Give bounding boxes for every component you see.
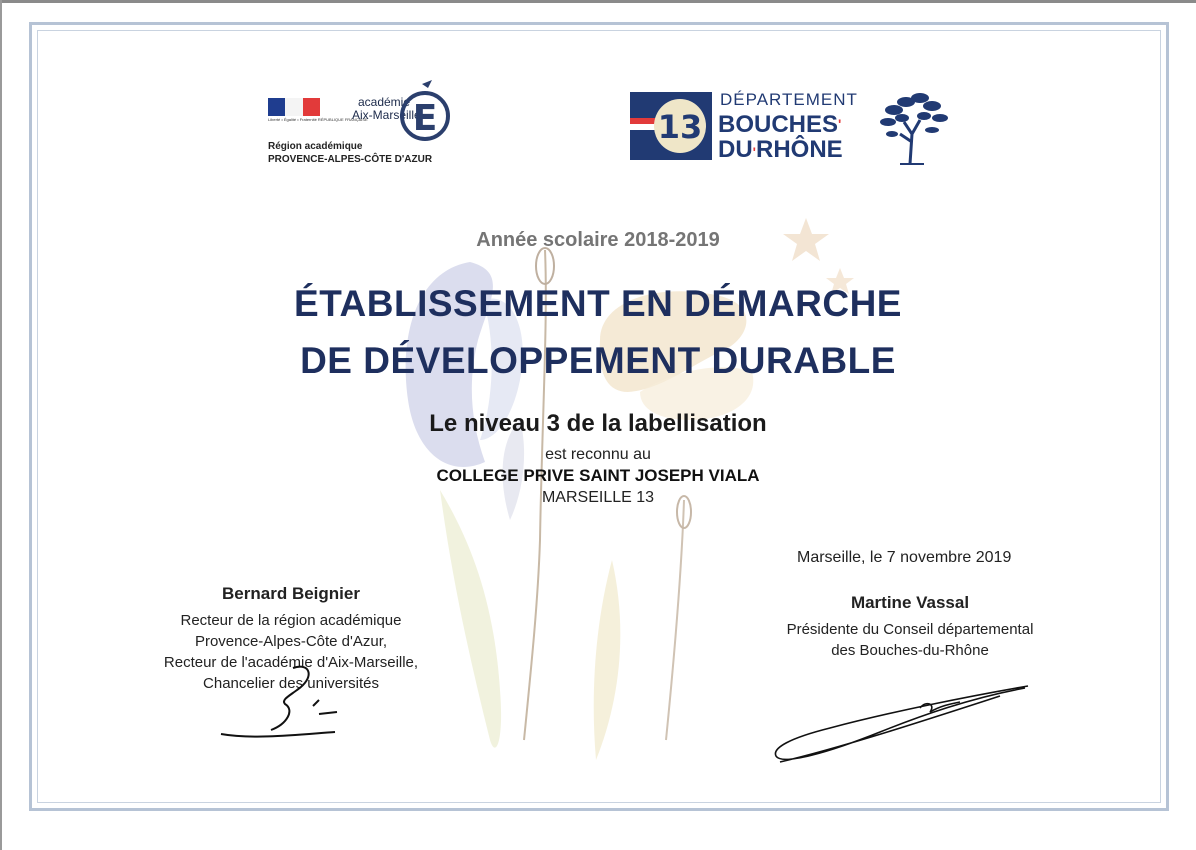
republique-caption: Liberté • Égalité • Fraternité RÉPUBLIQUE FRANÇAISE <box>268 117 368 122</box>
departement-bouches-du-rhone-logo <box>630 88 960 168</box>
signatory-left-title-2: Provence-Alpes-Côte d'Azur, <box>194 633 388 650</box>
signatory-right-title-1: Présidente du Conseil départemental <box>786 621 1034 638</box>
departement-name: BOUCHES' DU'RHÔNE <box>718 111 843 163</box>
marianne-flag-icon <box>268 98 320 116</box>
signature-right <box>770 682 1035 777</box>
signatory-right <box>760 593 1060 661</box>
departement-label: DÉPARTEMENT <box>720 90 858 109</box>
label-level: Le niveau 3 de la labellisation <box>429 410 767 437</box>
signatory-right-title-2: des Bouches-du-Rhône <box>831 642 989 659</box>
school-year: Année scolaire 2018-2019 <box>476 229 720 251</box>
signatory-left-name: Bernard Beignier <box>222 584 360 603</box>
school-name: COLLEGE PRIVE SAINT JOSEPH VIALA <box>436 466 760 485</box>
svg-text:13: 13 <box>657 108 703 146</box>
region-academique: Région académique PROVENCE-ALPES-CÔTE D'AZUR <box>268 141 433 165</box>
signatory-left-title-1: Recteur de la région académique <box>180 612 402 629</box>
olive-tree-icon <box>874 88 954 166</box>
recognized-text: est reconnu au <box>545 446 651 463</box>
academie-aix-marseille-logo <box>268 80 468 170</box>
signatory-left-title-4: Chancelier des universités <box>203 675 379 692</box>
certificate-title-line2: DE DÉVELOPPEMENT DURABLE <box>300 340 896 381</box>
certificate-title-line1: ÉTABLISSEMENT EN DÉMARCHE <box>294 283 902 324</box>
departement-13-icon <box>630 92 712 160</box>
school-city: MARSEILLE 13 <box>541 489 655 506</box>
signature-left <box>215 660 345 740</box>
signatory-right-name: Martine Vassal <box>850 593 970 612</box>
place-and-date: Marseille, le 7 novembre 2019 <box>797 549 1012 566</box>
signatory-left-title-3: Recteur de l'académie d'Aix-Marseille, <box>163 654 419 671</box>
academie-name: académie Aix-Marseille <box>352 95 421 122</box>
svg-text:E: E <box>412 98 438 139</box>
academie-e-icon <box>398 80 452 144</box>
